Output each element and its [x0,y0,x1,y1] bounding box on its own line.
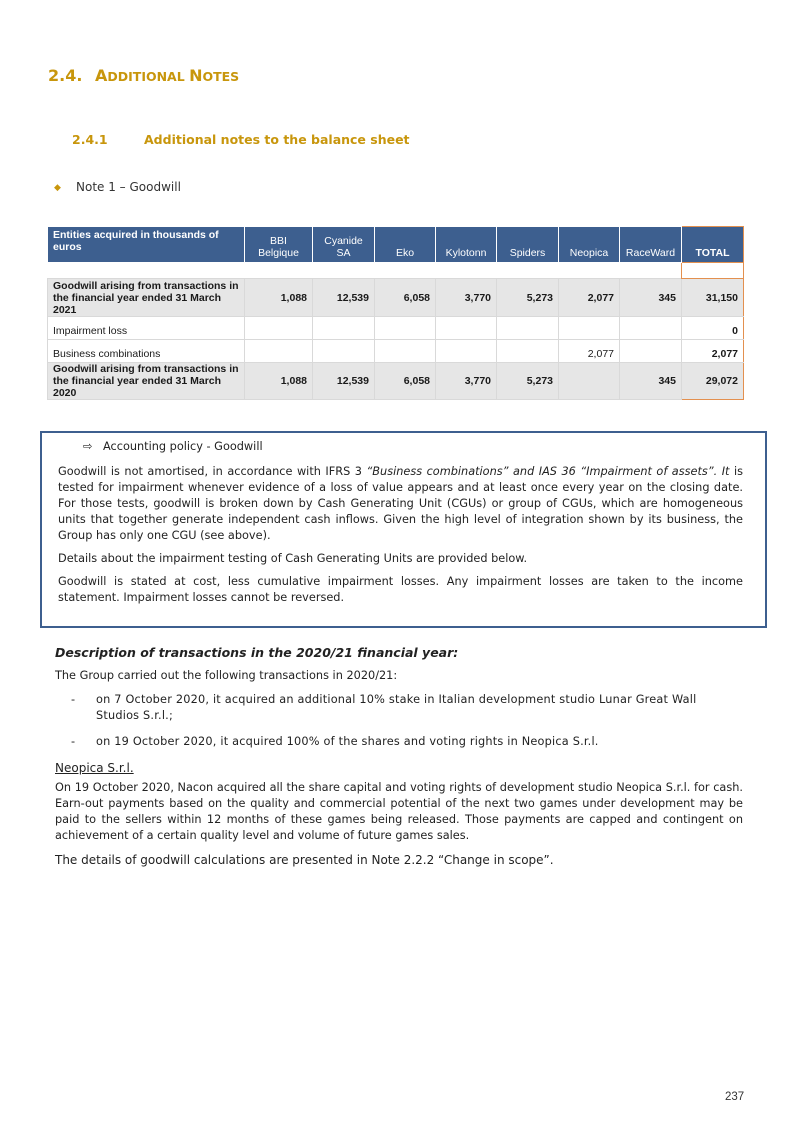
table-header: RaceWard [620,227,682,263]
policy-paragraph: Goodwill is stated at cost, less cumulative impairment losses. Any impairment losses are taken to the income statement. Impairment losses cannot be reversed. [58,575,743,604]
table-cell: 2,077 [559,340,620,363]
table-cell [245,317,313,340]
note-title: Note 1 – Goodwill [76,180,181,194]
row-label: Goodwill arising from transactions in the financial year ended 31 March 2020 [48,363,245,400]
table-cell: 5,273 [497,279,559,317]
table-cell [245,340,313,363]
section-heading: 2.4. ADDITIONAL NOTES [48,66,240,85]
table-cell [620,340,682,363]
table-cell [375,340,436,363]
table-cell: 345 [620,363,682,400]
table-cell-total: 31,150 [682,279,744,317]
diamond-bullet-icon: ◆ [54,183,61,193]
list-item: - on 7 October 2020, it acquired an additional 10% stake in Italian development studio Lunar Great Wall Studios S.r.l.; [71,693,697,722]
table-cell [559,317,620,340]
table-row [48,317,744,340]
table-header: Cyanide SA [313,227,375,263]
table-header-row [48,227,744,263]
table-cell: 3,770 [436,279,497,317]
subsection-title: Additional notes to the balance sheet [144,132,410,147]
table-cell: 12,539 [313,363,375,400]
row-label: Goodwill arising from transactions in the financial year ended 31 March 2021 [48,279,245,317]
table-header: BBI Belgique [245,227,313,263]
table-cell-total: 29,072 [682,363,744,400]
table-cell: 1,088 [245,279,313,317]
neopica-paragraph: On 19 October 2020, Nacon acquired all the share capital and voting rights of development studio Neopica S.r.l. for cash. Earn-out payments based on the quality and commercial potential of the next two games under development may be paid to the sellers within 12 months of these games being released. Those payments are capped and contingent on achievement of a certain quality level and volume of future games sales. [55,781,743,842]
table-cell [497,317,559,340]
note-heading [54,180,181,194]
row-label: Business combinations [48,340,245,363]
table-cell [313,317,375,340]
subsection-number: 2.4.1 [72,132,108,147]
table-cell: 6,058 [375,363,436,400]
row-label: Impairment loss [48,317,245,340]
table-header-total: TOTAL [682,227,744,263]
policy-paragraph: Details about the impairment testing of Cash Generating Units are provided below. [58,552,528,565]
transactions-description [55,645,743,876]
table-cell [559,363,620,400]
table-cell: 2,077 [559,279,620,317]
final-note: The details of goodwill calculations are presented in Note 2.2.2 “Change in scope”. [55,853,554,867]
goodwill-table [47,226,744,400]
table-header: Neopica [559,227,620,263]
subsection-heading [72,132,410,147]
table-row [48,279,744,317]
table-header: Eko [375,227,436,263]
description-intro: The Group carried out the following transactions in 2020/21: [55,669,398,682]
description-title: Description of transactions in the 2020/21 financial year: [55,645,459,660]
table-cell: 3,770 [436,363,497,400]
table-cell-total: 2,077 [682,340,744,363]
table-cell [375,317,436,340]
table-cell: 6,058 [375,279,436,317]
section-number: 2.4. [48,66,83,85]
table-cell [436,340,497,363]
table-header: Entities acquired in thousands of euros [48,227,245,263]
list-item: - on 19 October 2020, it acquired 100% of the shares and voting rights in Neopica S.r.l. [71,735,599,748]
table-cell: 12,539 [313,279,375,317]
policy-title: ⇨ Accounting policy - Goodwill [83,440,263,453]
table-row [48,363,744,400]
table-cell: 5,273 [497,363,559,400]
table-cell [436,317,497,340]
accounting-policy-box [40,431,767,628]
table-header: Spiders [497,227,559,263]
table-cell-total: 0 [682,317,744,340]
table-cell [313,340,375,363]
table-cell: 345 [620,279,682,317]
neopica-heading: Neopica S.r.l. [55,761,134,775]
table-cell [620,317,682,340]
page-number: 237 [725,1091,745,1103]
table-cell [497,340,559,363]
table-row [48,340,744,363]
transactions-list [55,692,743,750]
policy-paragraph: Goodwill is not amortised, in accordance with IFRS 3 “Business combinations” and IAS 36 “Impairment of assets”. It is tested for impairment whenever evidence of a loss of value appears and at least once every year on the closing date. For those tests, goodwill is broken down by Cash Generating Unit (CGUs) or group of CGUs, which are homogeneous units that together generate independent cash inflows. Given the high level of integration shown by its business, the Group has only one CGU (see above). [58,465,743,542]
table-header: Kylotonn [436,227,497,263]
arrow-right-icon: ⇨ [83,440,93,453]
table-cell: 1,088 [245,363,313,400]
